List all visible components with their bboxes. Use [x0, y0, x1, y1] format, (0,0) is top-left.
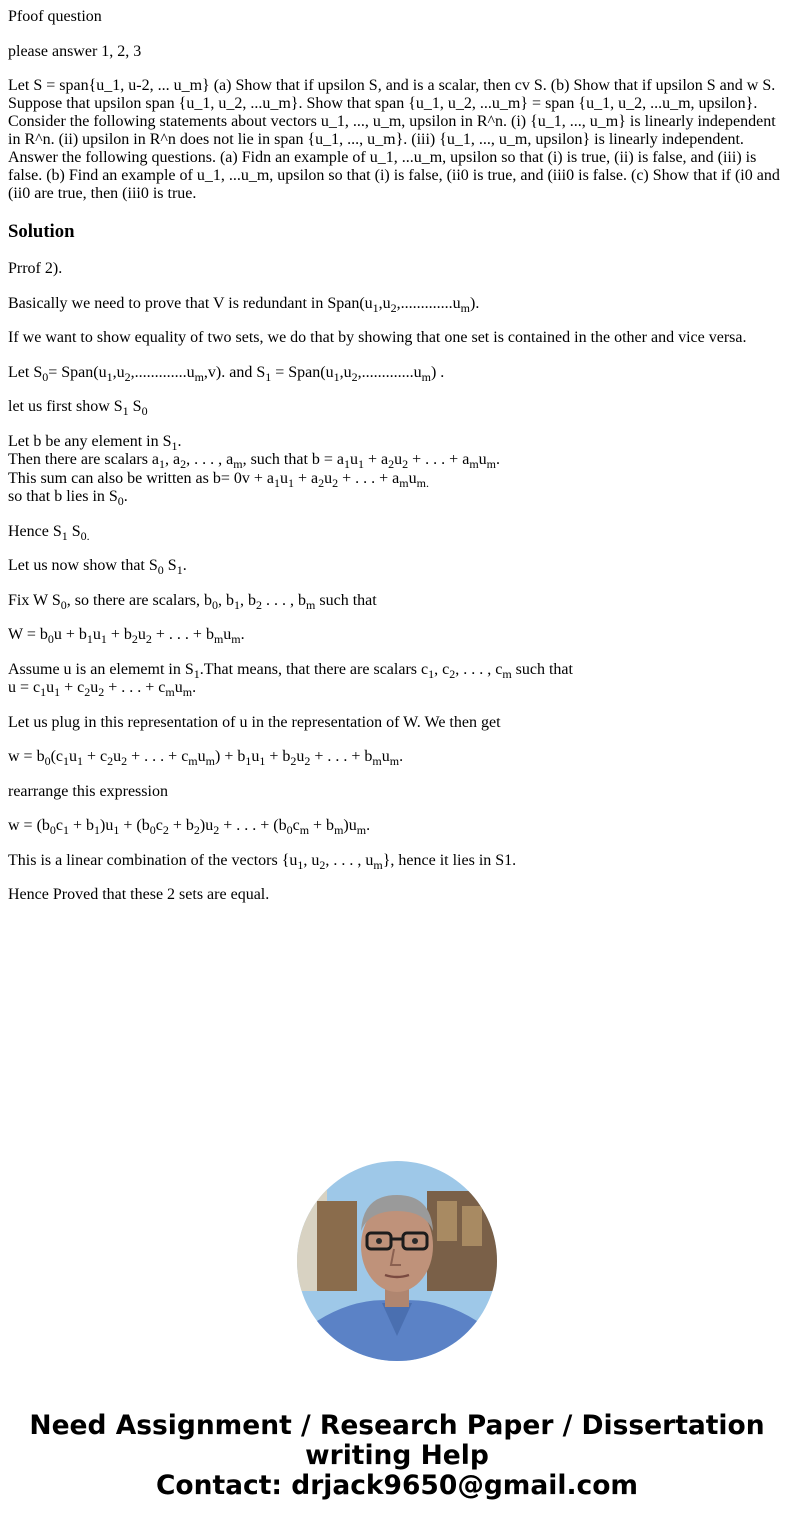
- document: [0, 8, 794, 905]
- footer-line: Need Assignment / Research Paper / Dissertation: [29, 1410, 765, 1441]
- solution-line: Basically we need to prove that V is redundant in $Span(u_1,u_2,.............u_m)$.: [8, 294, 480, 315]
- solution-paragraph: Let b be any element in $S_1$. Then there are scalars $a_1$, $a_2$, . . . , $a_m$, such that $b = a_1u_1 + a_2u_2$ + . . . + $a_mu_m$. This sum can also be written as $b= 0v + a_1u_1 + a_2u_2$ + . . . + $a_mu_{m.}$ so that b lies in $S_0$.: [8, 432, 500, 508]
- solution-line: Hence $S_1$ $S_{0.}$: [8, 522, 90, 543]
- footer-contact: Contact: drjack9650@gmail.com: [155, 1470, 639, 1501]
- solution-line: Let $S_0=$ $Span(u_1,u_2,.............u_m,v)$. and $S_1$ = $Span(u_1,u_2,.............u_m)$ .: [8, 363, 445, 384]
- question-body: Let S = span{u_1, u-2, ... u_m} (a) Show that if upsilon S, and is a scalar, then cv S. (b) Show that if upsilon S and w S. Suppose that upsilon span {u_1, u_2, ...u_m}. Show that span {u_1, u_2, ...u_m} = span {u_1, u_2, ...u_m, upsilon}. Consider the following statements about vectors u_1, ..., u_m, upsilon in R^n. (i) {u_1, ..., u_m} is linearly independent in R^n. (ii) upsilon in R^n does not lie in span {u_1, ..., u_m}. (iii) {u_1, ..., u_m, upsilon} is linearly independent. Answer the following questions. (a) Fidn an example of u_1, ...u_m, upsilon so that (i) is true, (ii) is false, and (iii) is false. (b) Find an example of u_1, ...u_m, upsilon so that (i) is false, (ii0 is true, and (iii0 is false. (c) Show that if (i0 and (ii0 are true, then (iii0 is true.: [8, 77, 780, 202]
- footer-line: writing Help: [305, 1440, 489, 1471]
- solution-line: Let us plug in this representation of u in the representation of W. We then get: [8, 713, 501, 731]
- solution-equation: $W = b_0u + b_1u_1 + b_2u_2$ + . . . + $b_mu_m$.: [8, 626, 245, 646]
- solution-line: rearrange this expression: [8, 782, 168, 800]
- proof-label: Prrof 2).: [8, 260, 63, 277]
- solution-line: If we want to show equality of two sets, we do that by showing that one set is contained in the other and vice versa.: [8, 329, 747, 346]
- question-request: please answer 1, 2, 3: [8, 42, 142, 60]
- solution-equation: $w = (b_0c_1 + b_1)u_1 + (b_0c_2 + b_2)u_2$ + . . . + $(b_0c_m + b_m)u_m$.: [8, 817, 371, 837]
- solution-line: Let us now show that $S_0$ $S_1$.: [8, 557, 187, 577]
- solution-line: Fix W $S_0$, so there are scalars, $b_0$, $b_1$, $b_2$ . . . , $b_m$ such that: [8, 591, 377, 612]
- solution-line: Hence Proved that these 2 sets are equal.: [8, 886, 270, 903]
- avatar-photo: [297, 1161, 497, 1361]
- question-title: Pfoof question: [8, 8, 102, 25]
- solution-line: let us first show $S_1$ $S_0$: [8, 398, 148, 418]
- footer-banner: [0, 1411, 794, 1501]
- solution-heading: Solution: [8, 221, 75, 242]
- solution-line: This is a linear combination of the vectors {$u_1$, $u_2$, . . . , $u_m$}, hence it lies in S1.: [8, 851, 517, 872]
- solution-paragraph: Assume u is an elememt in $S_1.That$ means, that there are scalars $c_1$, $c_2$, . . . , $c_m$ such that $u = c_1u_1 + c_2u_2$ + . . . + $c_mu_m$.: [8, 660, 573, 699]
- solution-equation: $w = b_0(c_1u_1 + c_2u_2$ + . . . + $c_mu_m) + b_1u_1 + b_2u_2$ + . . . + $b_mu_m$.: [8, 748, 404, 768]
- avatar: [297, 1161, 497, 1361]
